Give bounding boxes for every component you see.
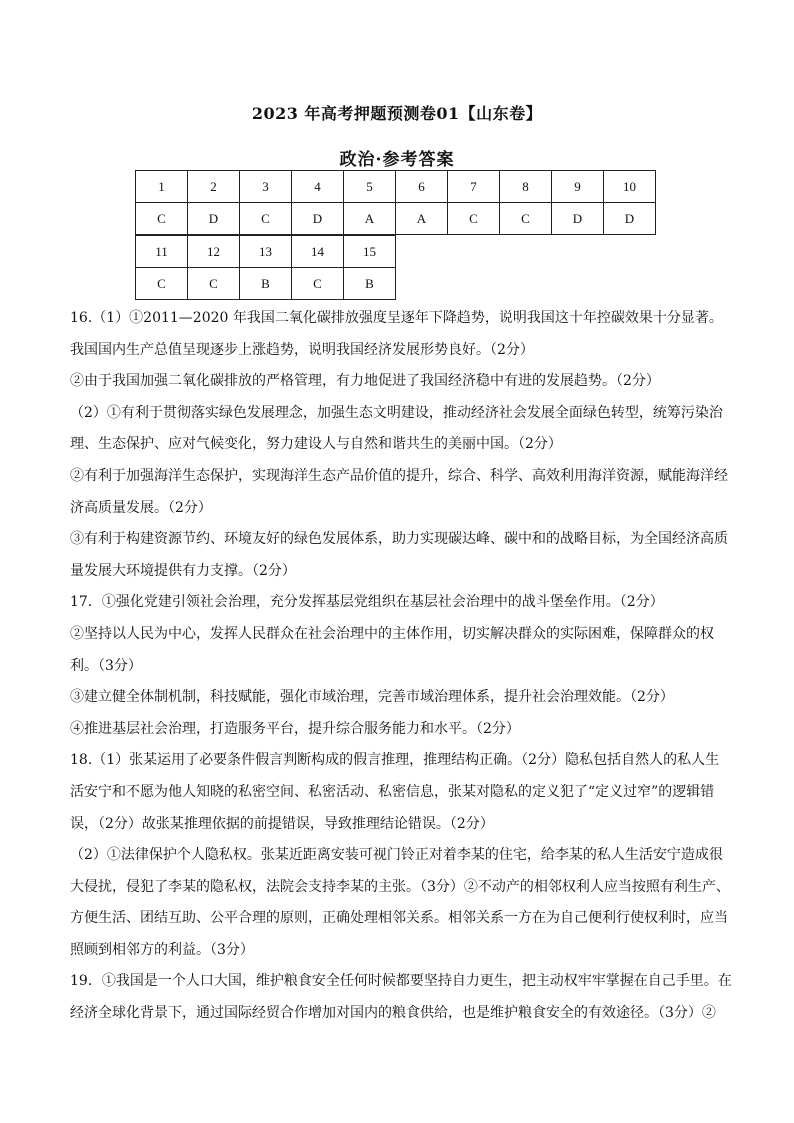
question-number: 15 bbox=[344, 236, 396, 268]
answer-cell: B bbox=[240, 268, 292, 300]
answer-cell: C bbox=[500, 203, 552, 235]
answer-cell: C bbox=[136, 203, 188, 235]
question-number-row bbox=[136, 236, 396, 268]
question-number: 12 bbox=[188, 236, 240, 268]
answer-cell: D bbox=[604, 203, 656, 235]
paragraph-q17-b: ②坚持以人民为中心，发挥人民群众在社会治理中的主体作用，切实解决群众的实际困难，保障群众的权利。（3分） bbox=[70, 625, 714, 674]
answer-cell: A bbox=[396, 203, 448, 235]
paragraph-q17-c: ③建立健全体制机制，科技赋能，强化市域治理，完善市域治理体系，提升社会治理效能。（2分） bbox=[70, 689, 674, 706]
answer-cell: C bbox=[136, 268, 188, 300]
question-number: 6 bbox=[396, 171, 448, 203]
answer-cell: A bbox=[344, 203, 396, 235]
answer-cell: C bbox=[240, 203, 292, 235]
answer-table-1 bbox=[135, 170, 656, 235]
paragraph-q16-2-c: ③有利于构建资源节约、环境友好的绿色发展体系，助力实现碳达峰、碳中和的战略目标，为全国经济高质量发展大环境提供有力支撑。（2分） bbox=[70, 531, 728, 579]
question-number: 8 bbox=[500, 171, 552, 203]
question-number: 7 bbox=[448, 171, 500, 203]
question-number: 4 bbox=[292, 171, 344, 203]
answer-table-2 bbox=[135, 235, 396, 300]
paragraph-q16-1-b: ②由于我国加强二氧化碳排放的严格管理，有力地促进了我国经济稳中有进的发展趋势。（2分） bbox=[70, 373, 660, 390]
document-subtitle: 政治·参考答案 bbox=[339, 150, 455, 170]
question-number: 5 bbox=[344, 171, 396, 203]
answer-cell: C bbox=[292, 268, 344, 300]
question-number: 13 bbox=[240, 236, 292, 268]
question-number: 1 bbox=[136, 171, 188, 203]
answer-cell: D bbox=[292, 203, 344, 235]
paragraph-q18-1: 18.（1）张某运用了必要条件假言判断构成的假言推理，推理结构正确。（2分）隐私包括自然人的私人生活安宁和不愿为他人知晓的私密空间、私密活动、私密信息，张某对隐私的定义犯了“定义过窄”的逻辑错误，（2分）故张某推理依据的前提错误，导致推理结论错误。（2分） bbox=[70, 752, 720, 832]
question-number: 14 bbox=[292, 236, 344, 268]
answer-cell: C bbox=[188, 268, 240, 300]
document-title: 2023 年高考押题预测卷01【山东卷】 bbox=[251, 104, 543, 123]
question-number: 11 bbox=[136, 236, 188, 268]
answer-cell: C bbox=[448, 203, 500, 235]
answer-explanations bbox=[70, 303, 732, 1030]
question-number: 9 bbox=[552, 171, 604, 203]
answer-row bbox=[136, 268, 396, 300]
question-number: 2 bbox=[188, 171, 240, 203]
question-number: 3 bbox=[240, 171, 292, 203]
paragraph-q19: 19．①我国是一个人口大国，维护粮食安全任何时候都要坚持自力更生，把主动权牢牢掌握在自己手里。在经济全球化背景下，通过国际经贸合作增加对国内的粮食供给，也是维护粮食安全的有效途径。（3分）② bbox=[70, 973, 732, 1022]
answer-cell: D bbox=[552, 203, 604, 235]
paragraph-q17-d: ④推进基层社会治理，打造服务平台，提升综合服务能力和水平。（2分） bbox=[70, 720, 520, 737]
paragraph-q17-a: 17．①强化党建引领社会治理，充分发挥基层党组织在基层社会治理中的战斗堡垒作用。（2分） bbox=[70, 594, 664, 611]
answer-row bbox=[136, 203, 656, 235]
paragraph-q16-2-a: （2）①有利于贯彻落实绿色发展理念，加强生态文明建设，推动经济社会发展全面绿色转型，统筹污染治理、生态保护、应对气候变化，努力建设人与自然和谐共生的美丽中国。（2分） bbox=[70, 404, 723, 453]
question-number-row bbox=[136, 171, 656, 203]
paragraph-q16-2-b: ②有利于加强海洋生态保护，实现海洋生态产品价值的提升，综合、科学、高效利用海洋资源，赋能海洋经济高质量发展。（2分） bbox=[70, 467, 728, 516]
paragraph-q18-2: （2）①法律保护个人隐私权。张某近距离安装可视门铃正对着李某的住宅，给李某的私人生活安宁造成很大侵扰，侵犯了李某的隐私权，法院会支持李某的主张。（3分）②不动产的相邻权利人应当按照有利生产、方便生活、团结互助、公平合理的原则，正确处理相邻关系。相邻关系一方在为自己便利行使权利时，应当照顾到相邻方的利益。（3分） bbox=[70, 847, 730, 958]
answer-cell: D bbox=[188, 203, 240, 235]
paragraph-q16-1-a: 16.（1）①2011—2020 年我国二氧化碳排放强度呈逐年下降趋势，说明我国这十年控碳效果十分显著。我国国内生产总值呈现逐步上涨趋势，说明我国经济发展形势良好。（2分） bbox=[70, 310, 723, 358]
question-number: 10 bbox=[604, 171, 656, 203]
answer-cell: B bbox=[344, 268, 396, 300]
